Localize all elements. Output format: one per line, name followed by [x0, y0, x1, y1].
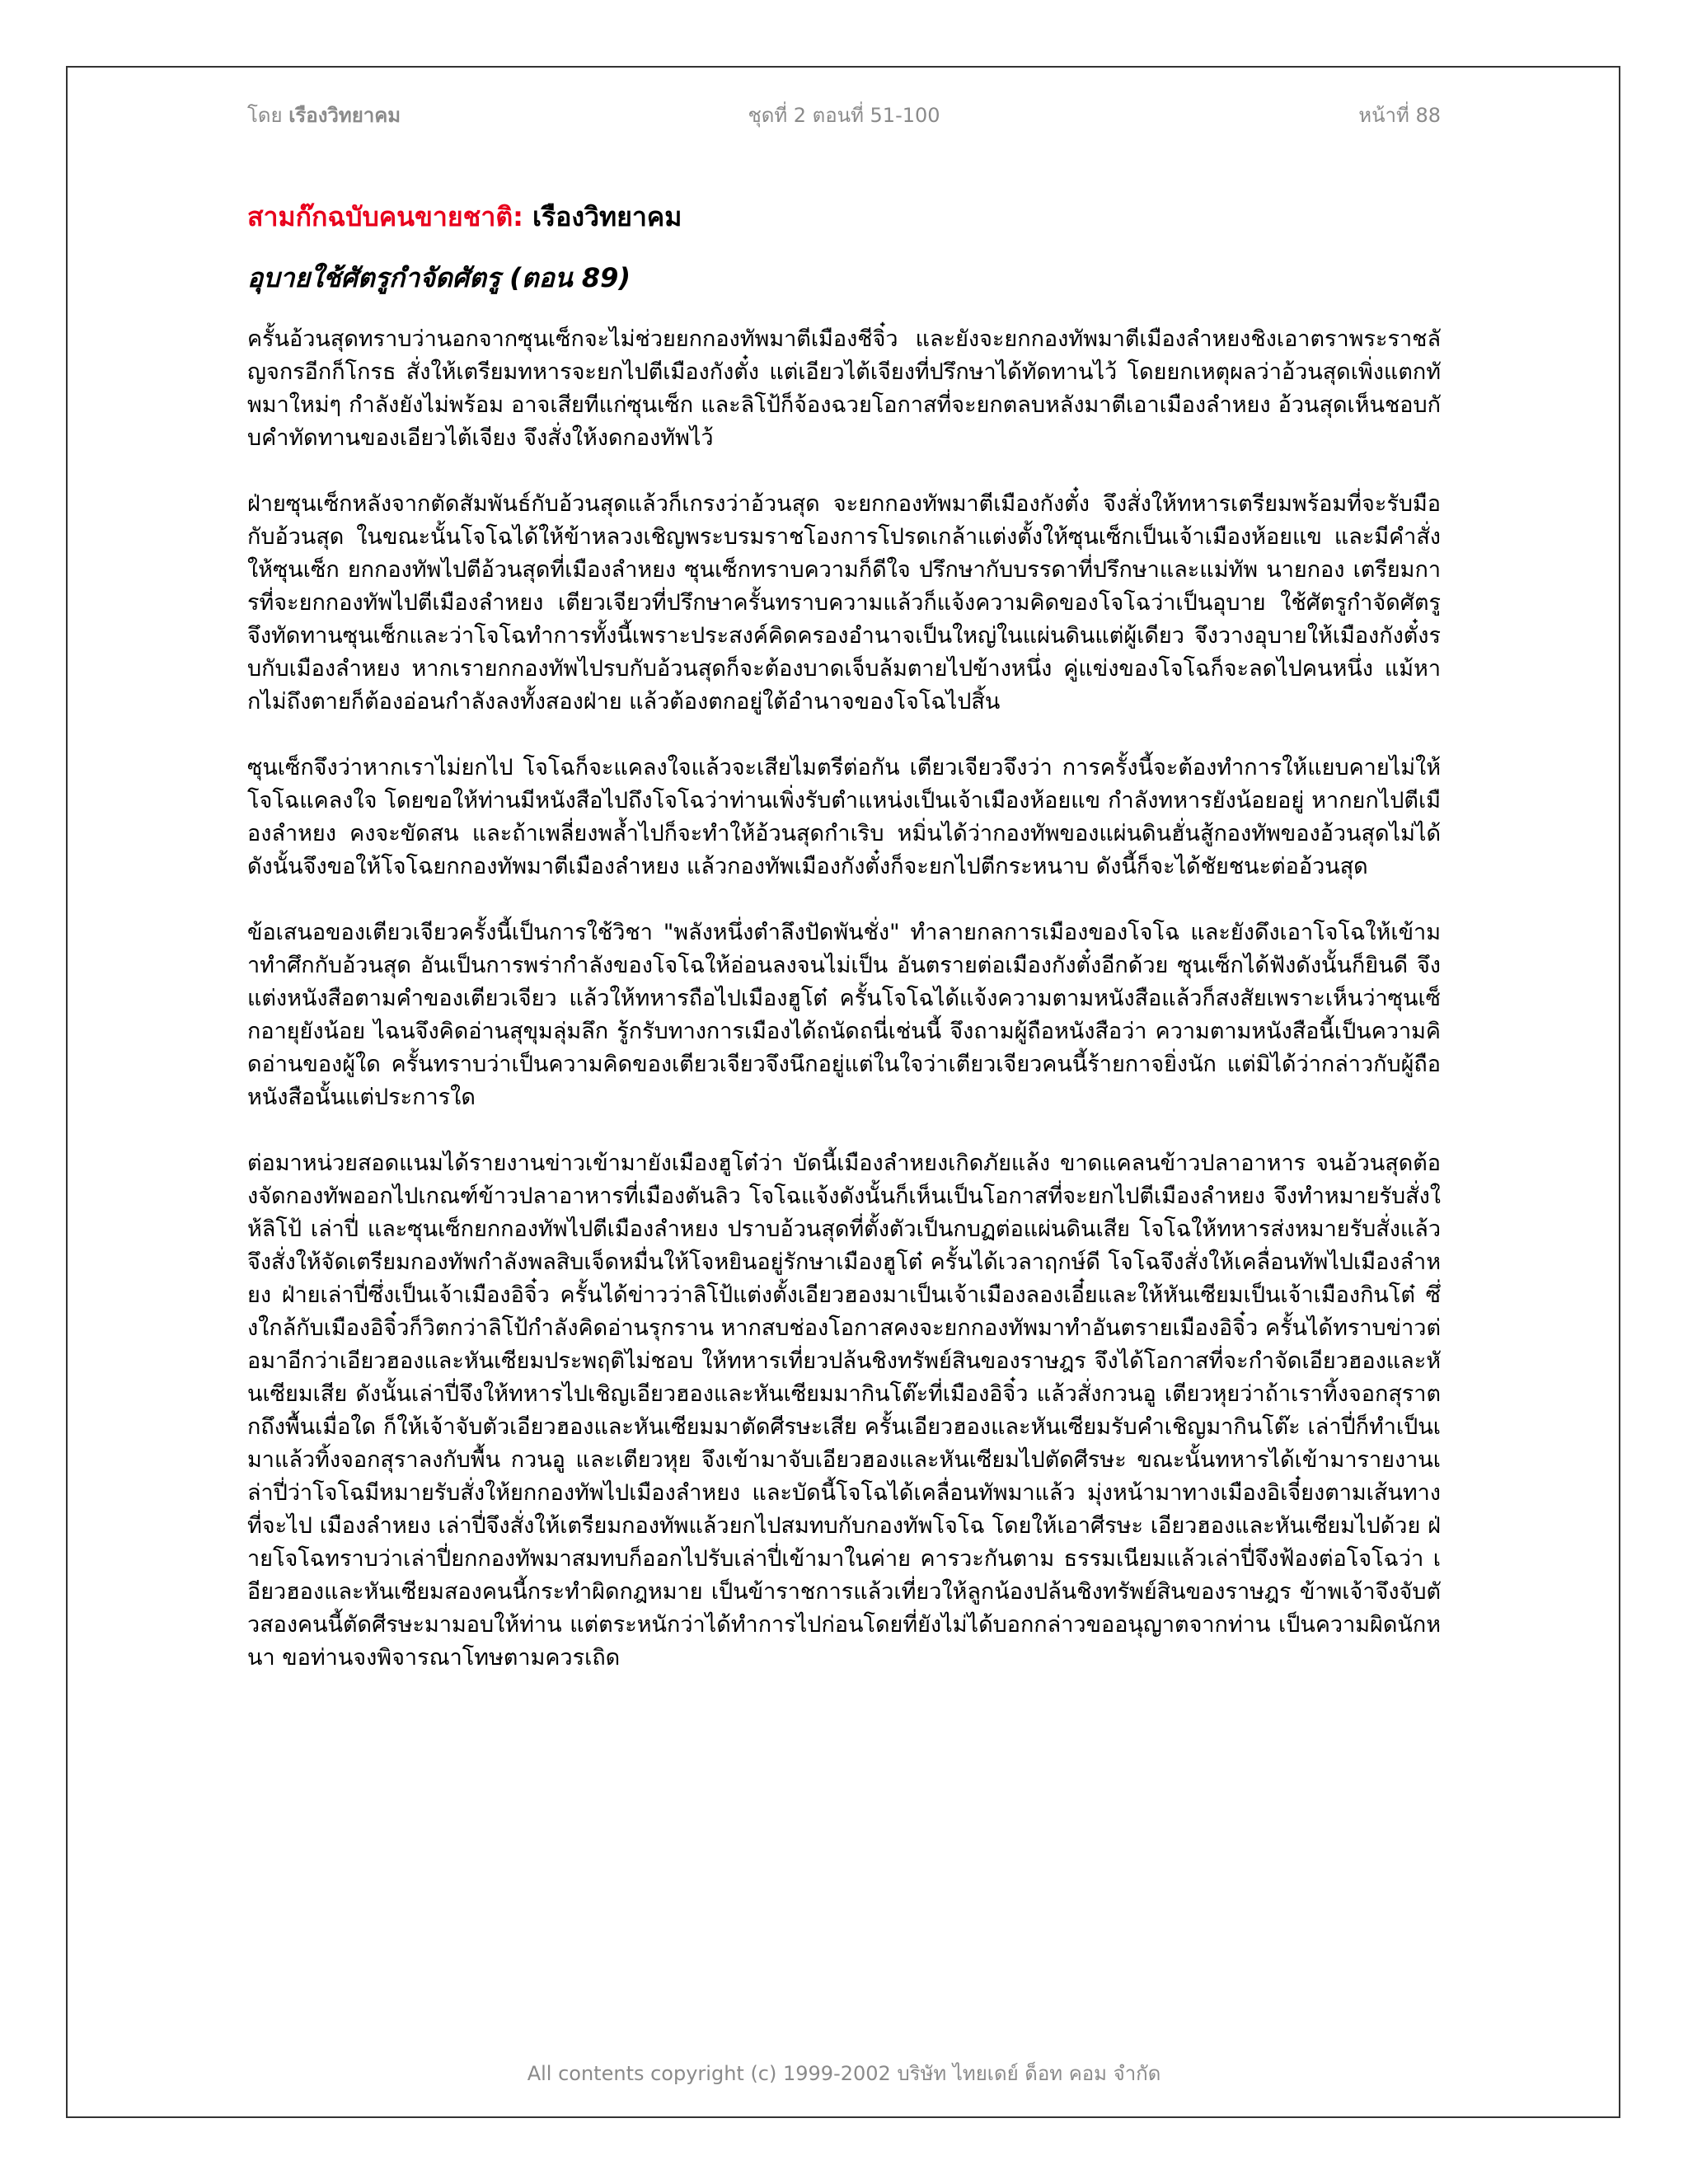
series-info: ชุดที่ 2 ตอนที่ 51-100: [748, 104, 940, 127]
page-header: [247, 99, 1441, 132]
copyright-footer: All contents copyright (c) 1999-2002 บริษัท ไทยเดย์ ด็อท คอม จำกัด: [527, 2062, 1161, 2085]
header-author: เรืองวิทยาคม: [288, 104, 401, 127]
paragraph: ครั้นอ้วนสุดทราบว่านอกจากซุนเซ็กจะไม่ช่วยยกกองทัพมาตีเมืองชีจิ๋ว และยังจะยกกองทัพมาตีเมืองลำหยงชิงเอาตราพระราชลัญจกรอีกก็โกรธ สั่งให้เตรียมทหารจะยกไปตีเมืองกังตั๋ง แต่เอียวไต้เจียงที่ปรึกษาได้ทัดทานไว้ โดยยกเหตุผลว่าอ้วนสุดเพิ่งแตกทัพมาใหม่ๆ กำลังยังไม่พร้อม อาจเสียทีแก่ซุนเซ็ก และลิโป้ก็จ้องฉวยโอกาสที่จะยกตลบหลังมาตีเอาเมืองลำหยง อ้วนสุดเห็นชอบกับคำทัดทานของเอียวไต้เจียง จึงสั่งให้งดกองทัพไว้: [247, 326, 1441, 451]
article-body: [247, 198, 1441, 1708]
paragraph: ฝ่ายซุนเซ็กหลังจากตัดสัมพันธ์กับอ้วนสุดแล้วก็เกรงว่าอ้วนสุด จะยกกองทัพมาตีเมืองกังตั๋ง จึงสั่งให้ทหารเตรียมพร้อมที่จะรับมือกับอ้วนสุด ในขณะนั้นโจโฉได้ให้ข้าหลวงเชิญพระบรมราชโองการโปรดเกล้าแต่งตั้งให้ซุนเซ็กเป็นเจ้าเมืองห้อยแข และมีคำสั่งให้ซุนเซ็ก ยกกองทัพไปตีอ้วนสุดที่เมืองลำหยง ซุนเซ็กทราบความก็ดีใจ ปรึกษากับบรรดาที่ปรึกษาและแม่ทัพ นายกอง เตรียมการที่จะยกกองทัพไปตีเมืองลำหยง เตียวเจียวที่ปรึกษาครั้นทราบความแล้วก็แจ้งความคิดของโจโฉว่าเป็นอุบาย ใช้ศัตรูกำจัดศัตรู จึงทัดทานซุนเซ็กและว่าโจโฉทำการทั้งนี้เพราะประสงค์คิดครองอำนาจเป็นใหญ่ในแผ่นดินแต่ผู้เดียว จึงวางอุบายให้เมืองกังตั๋งรบกับเมืองลำหยง หากเรายกกองทัพไปรบกับอ้วนสุดก็จะต้องบาดเจ็บล้มตายไปข้างหนึ่ง คู่แข่งของโจโฉก็จะลดไปคนหนึ่ง แม้หากไม่ถึงตายก็ต้องอ่อนกำลังลงทั้งสองฝ่าย แล้วต้องตกอยู่ใต้อำนาจของโจโฉไปสิ้น: [247, 491, 1441, 715]
paragraph: ข้อเสนอของเตียวเจียวครั้งนี้เป็นการใช้วิชา "พลังหนึ่งตำลึงปัดพันชั่ง" ทำลายกลการเมืองของโจโฉ และยังดึงเอาโจโฉให้เข้ามาทำศึกกับอ้วนสุด อันเป็นการพร่ากำลังของโจโฉให้อ่อนลงจนไม่เป็น อันตรายต่อเมืองกังตั๋งอีกด้วย ซุนเซ็กได้ฟังดังนั้นก็ยินดี จึงแต่งหนังสือตามคำของเตียวเจียว แล้วให้ทหารถือไปเมืองฮูโต๋ ครั้นโจโฉได้แจ้งความตามหนังสือแล้วก็สงสัยเพราะเห็นว่าซุนเซ็กอายุยังน้อย ไฉนจึงคิดอ่านสุขุมลุ่มลึก รู้กรับทางการเมืองได้ถนัดถนี่เช่นนี้ จึงถามผู้ถือหนังสือว่า ความตามหนังสือนี้เป็นความคิดอ่านของผู้ใด ครั้นทราบว่าเป็นความคิดของเตียวเจียวจึงนึกอยู่แต่ในใจว่าเตียวเจียวคนนี้ร้ายกาจยิ่งนัก แต่มิได้ว่ากล่าวกับผู้ถือหนังสือนั้นแต่ประการใด: [247, 920, 1441, 1110]
story-title: [247, 198, 1441, 236]
paragraph: ต่อมาหน่วยสอดแนมได้รายงานข่าวเข้ามายังเมืองฮูโต๋ว่า บัดนี้เมืองลำหยงเกิดภัยแล้ง ขาดแคลนข้าวปลาอาหาร จนอ้วนสุดต้องจัดกองทัพออกไปเกณฑ์ข้าวปลาอาหารที่เมืองตันลิว โจโฉแจ้งดังนั้นก็เห็นเป็นโอกาสที่จะยกไปตีเมืองลำหยง จึงทำหมายรับสั่งให้ลิโป้ เล่าปี่ และซุนเซ็กยกกองทัพไปตีเมืองลำหยง ปราบอ้วนสุดที่ตั้งตัวเป็นกบฏต่อแผ่นดินเสีย โจโฉให้ทหารส่งหมายรับสั่งแล้วจึงสั่งให้จัดเตรียมกองทัพกำลังพลสิบเจ็ดหมื่นให้โจหยินอยู่รักษาเมืองฮูโต๋ ครั้นได้เวลาฤกษ์ดี โจโฉจึงสั่งให้เคลื่อนทัพไปเมืองลำหยง ฝ่ายเล่าปี่ซึ่งเป็นเจ้าเมืองอิจิ๋ว ครั้นได้ข่าวว่าลิโป้แต่งตั้งเอียวฮองมาเป็นเจ้าเมืองลองเอี๋ยและให้หันเซียมเป็นเจ้าเมืองกินโต๋ ซึ่งใกล้กับเมืองอิจิ๋วก็วิตกว่าลิโป้กำลังคิดอ่านรุกราน หากสบช่องโอกาสคงจะยกกองทัพมาทำอันตรายเมืองอิจิ๋ว ครั้นได้ทราบข่าวต่อมาอีกว่าเอียวฮองและหันเซียมประพฤติไม่ชอบ ให้ทหารเที่ยวปล้นชิงทรัพย์สินของราษฎร จึงได้โอกาสที่จะกำจัดเอียวฮองและหันเซียมเสีย ดังนั้นเล่าปี่จึงให้ทหารไปเชิญเอียวฮองและหันเซียมมากินโต๊ะที่เมืองอิจิ๋ว แล้วสั่งกวนอู เตียวหุยว่าถ้าเราทิ้งจอกสุราตกถึงพื้นเมื่อใด ก็ให้เจ้าจับตัวเอียวฮองและหันเซียมมาตัดศีรษะเสีย ครั้นเอียวฮองและหันเซียมรับคำเชิญมากินโต๊ะ เล่าปี่ก็ทำเป็นเมาแล้วทิ้งจอกสุราลงกับพื้น กวนอู และเตียวหุย จึงเข้ามาจับเอียวฮองและหันเซียมไปตัดศีรษะ ขณะนั้นทหารได้เข้ามารายงานเล่าปี่ว่าโจโฉมีหมายรับสั่งให้ยกกองทัพไปเมืองลำหยง และบัดนี้โจโฉได้เคลื่อนทัพมาแล้ว มุ่งหน้ามาทางเมืองอิเจี๋ยงตามเส้นทางที่จะไป เมืองลำหยง เล่าปี่จึงสั่งให้เตรียมกองทัพแล้วยกไปสมทบกับกองทัพโจโฉ โดยให้เอาศีรษะ เอียวฮองและหันเซียมไปด้วย ฝ่ายโจโฉทราบว่าเล่าปี่ยกกองทัพมาสมทบก็ออกไปรับเล่าปี่เข้ามาในค่าย คารวะกันตาม ธรรมเนียมแล้วเล่าปี่จึงฟ้องต่อโจโฉว่า เอียวฮองและหันเซียมสองคนนี้กระทำผิดกฎหมาย เป็นข้าราชการแล้วเที่ยวให้ลูกน้องปล้นชิงทรัพย์สินของราษฎร ข้าพเจ้าจึงจับตัวสองคนนี้ตัดศีรษะมามอบให้ท่าน แต่ตระหนักว่าได้ทำการไปก่อนโดยที่ยังไม่ได้บอกกล่าวขออนุญาตจากท่าน เป็นความผิดนักหนา ขอท่านจงพิจารณาโทษตามควรเถิด: [247, 1151, 1441, 1671]
paragraph: ซุนเซ็กจึงว่าหากเราไม่ยกไป โจโฉก็จะแคลงใจแล้วจะเสียไมตรีต่อกัน เตียวเจียวจึงว่า การครั้งนี้จะต้องทำการให้แยบคายไม่ให้ โจโฉแคลงใจ โดยขอให้ท่านมีหนังสือไปถึงโจโฉว่าท่านเพิ่งรับตำแหน่งเป็นเจ้าเมืองห้อยแข กำลังทหารยังน้อยอยู่ หากยกไปตีเมืองลำหยง คงจะขัดสน และถ้าเพลี่ยงพล้ำไปก็จะทำให้อ้วนสุดกำเริบ หมิ่นได้ว่ากองทัพของแผ่นดินฮั่นสู้กองทัพของอ้วนสุดไม่ได้ ดังนั้นจึงขอให้โจโฉยกกองทัพมาตีเมืองลำหยง แล้วกองทัพเมืองกังตั๋งก็จะยกไปตีกระหนาบ ดังนี้ก็จะได้ชัยชนะต่ออ้วนสุด: [247, 755, 1441, 879]
series-title: สามก๊กฉบับคนขายชาติ:: [247, 201, 523, 232]
by-prefix: โดย: [247, 104, 283, 127]
episode-title: อุบายใช้ศัตรูกำจัดศัตรู (ตอน 89): [247, 262, 631, 293]
page-number: หน้าที่ 88: [1358, 104, 1441, 127]
title-author: เรืองวิทยาคม: [532, 201, 682, 232]
